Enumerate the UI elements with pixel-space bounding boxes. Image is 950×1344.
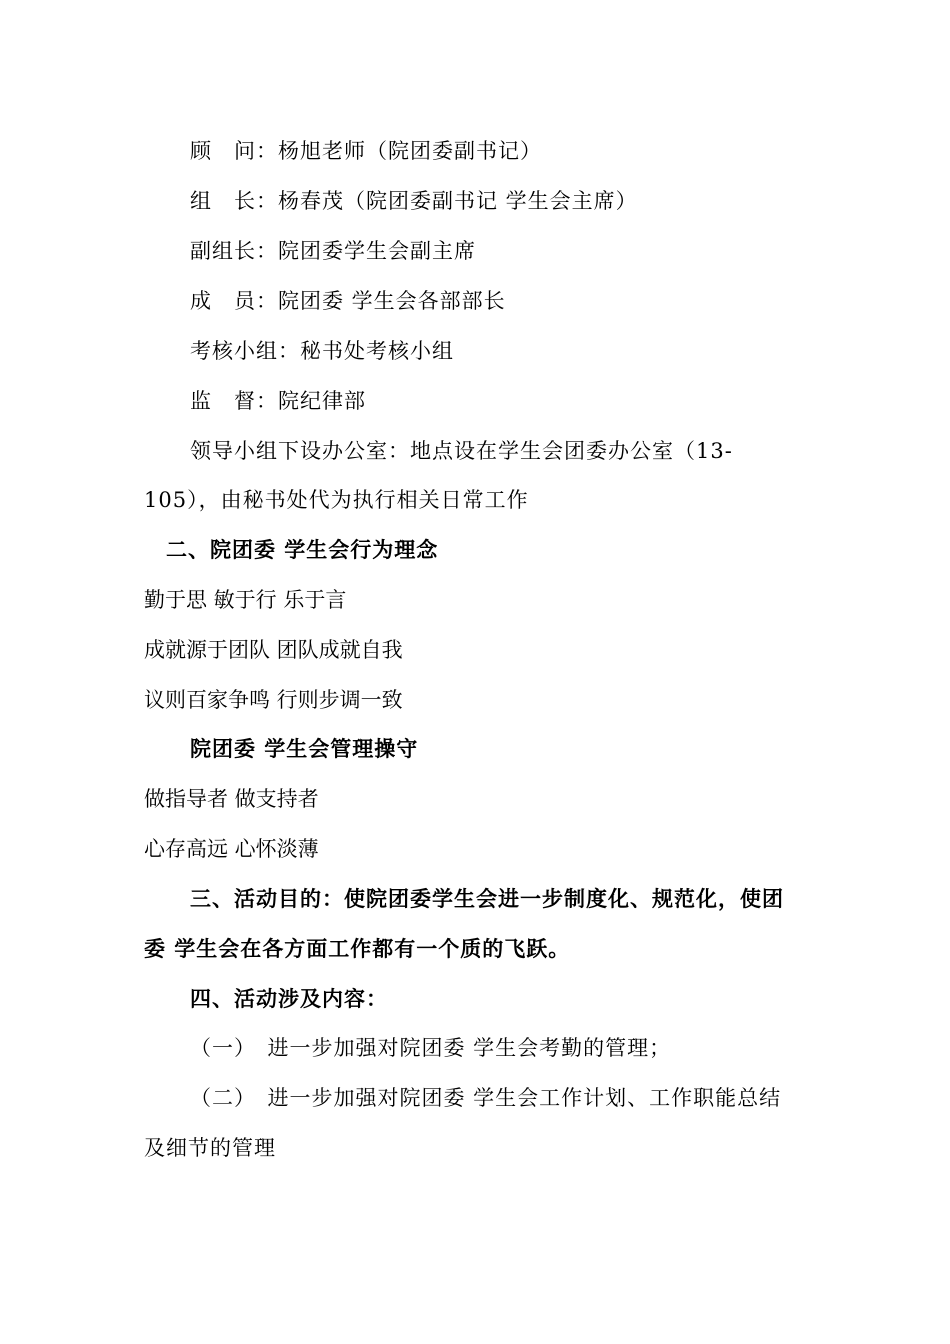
- section4-heading: 四、活动涉及内容：: [190, 986, 388, 1011]
- review-value: 秘书处考核小组: [300, 339, 454, 363]
- section2-heading: 二、院团委 学生会行为理念: [166, 537, 439, 562]
- office-line-2: 105），由秘书处代为执行相关日常工作: [144, 488, 529, 512]
- review-line: [144, 335, 814, 367]
- vice-leader-label: 副组长: [190, 239, 256, 263]
- motto-5: 心存高远 心怀淡薄: [144, 837, 319, 861]
- vice-leader-colon: ：: [256, 239, 278, 263]
- advisor-value: 杨旭老师（院团委副书记）: [278, 139, 542, 163]
- office-line-1: 领导小组下设办公室：地点设在学生会团委办公室（13-: [190, 439, 733, 463]
- section4-item-2-line-2: 及细节的管理: [144, 1136, 276, 1160]
- motto-1: 勤于思 敏于行 乐于言: [144, 588, 347, 612]
- management-sub-heading: 院团委 学生会管理操守: [190, 736, 419, 761]
- members-label: 成 员: [190, 289, 256, 313]
- advisor-line: [144, 135, 814, 167]
- leader-colon: ：: [256, 189, 278, 213]
- motto-4: 做指导者 做支持者: [144, 787, 319, 811]
- review-label: 考核小组: [190, 339, 278, 363]
- section4-item-2-line-1: （二） 进一步加强对院团委 学生会工作计划、工作职能总结: [190, 1086, 782, 1110]
- vice-leader-line: [144, 235, 814, 267]
- section3-line-1: 三、活动目的：使院团委学生会进一步制度化、规范化，使团: [190, 886, 784, 911]
- members-line: [144, 285, 814, 317]
- section3-line-2: 委 学生会在各方面工作都有一个质的飞跃。: [144, 936, 571, 961]
- section4-item-1: （一） 进一步加强对院团委 学生会考勤的管理；: [190, 1036, 672, 1060]
- leader-value: 杨春茂（院团委副书记 学生会主席）: [278, 189, 638, 213]
- members-value: 院团委 学生会各部部长: [278, 289, 506, 313]
- leader-line: [144, 185, 814, 217]
- members-colon: ：: [256, 289, 278, 313]
- supervise-line: [144, 385, 814, 417]
- advisor-label: 顾 问: [190, 139, 256, 163]
- review-colon: ：: [278, 339, 300, 363]
- vice-leader-value: 院团委学生会副主席: [278, 239, 476, 263]
- supervise-colon: ：: [256, 389, 278, 413]
- motto-2: 成就源于团队 团队成就自我: [144, 638, 403, 662]
- supervise-label: 监 督: [190, 389, 256, 413]
- leader-label: 组 长: [190, 189, 256, 213]
- motto-3: 议则百家争鸣 行则步调一致: [144, 688, 403, 712]
- advisor-colon: ：: [256, 139, 278, 163]
- supervise-value: 院纪律部: [278, 389, 366, 413]
